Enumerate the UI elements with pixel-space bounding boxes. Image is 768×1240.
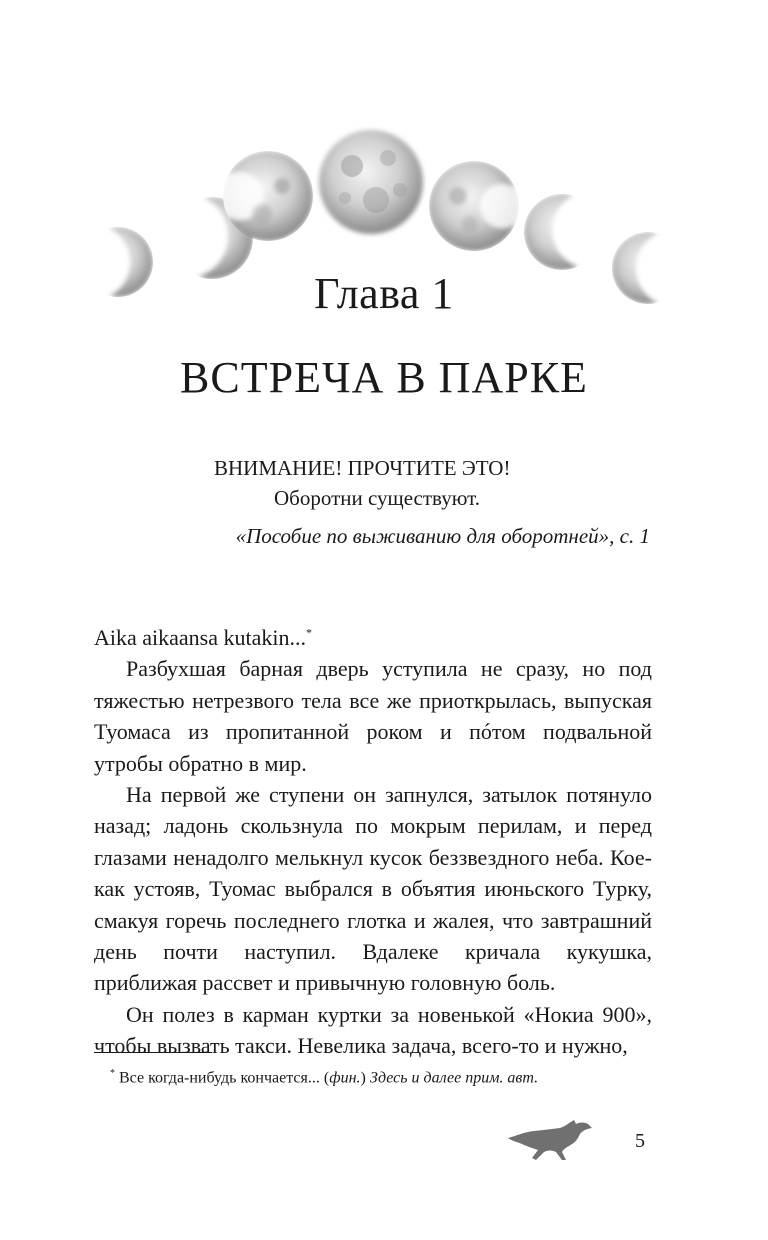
paragraph-1: Разбухшая барная дверь уступила не сразу, но под тяжестью нетрезвого тела все же приоткрылась, выпуская Туомаса из пропитанной роком и пóтом подвальной утробы обратно в мир. [94, 656, 652, 776]
footnote-marker: * [306, 625, 312, 640]
paragraph-3: Он полез в карман куртки за новенькой «Нокиа 900», чтобы вызвать такси. Невелика задача, всего-то и нужно, [94, 1001, 652, 1059]
page-number: 5 [635, 1130, 645, 1152]
chapter-title: ВСТРЕЧА В ПАРКЕ [180, 353, 588, 402]
moon-full [319, 130, 423, 234]
moon-crescent-right [524, 192, 628, 270]
chapter-number: Глава 1 [314, 269, 454, 318]
chapter-body [94, 622, 652, 1062]
opening-line: Aika aikaansa kutakin...* [94, 625, 312, 650]
footnote-marker-note: * [110, 1068, 115, 1079]
epigraph-source: «Пособие по выживанию для оборотней», с. 1 [235, 524, 650, 548]
running-wolf-icon [506, 1114, 594, 1164]
epigraph-statement: Оборотни существуют. [274, 486, 480, 510]
moon-gibbous-right [429, 161, 524, 251]
epigraph-warning: ВНИМАНИЕ! ПРОЧТИТЕ ЭТО! [214, 456, 511, 480]
paragraph-2: На первой же ступени он запнулся, затылок потянуло назад; ладонь скользнула по мокрым перилам, и перед глазами ненадолго мелькнул кусок беззвездного неба. Кое-как устояв, Туомас выбрался в объятия июньского Турку, смакуя горечь последнего глотка и жалея, что завтрашний день почти наступил. Вдалеке кричала кукушка, приближая рассвет и привычную головную боль. [94, 782, 652, 996]
footnote-divider [94, 1052, 212, 1053]
footnote: * Все когда-нибудь кончается... (фин.) Здесь и далее прим. авт. [110, 1068, 539, 1087]
